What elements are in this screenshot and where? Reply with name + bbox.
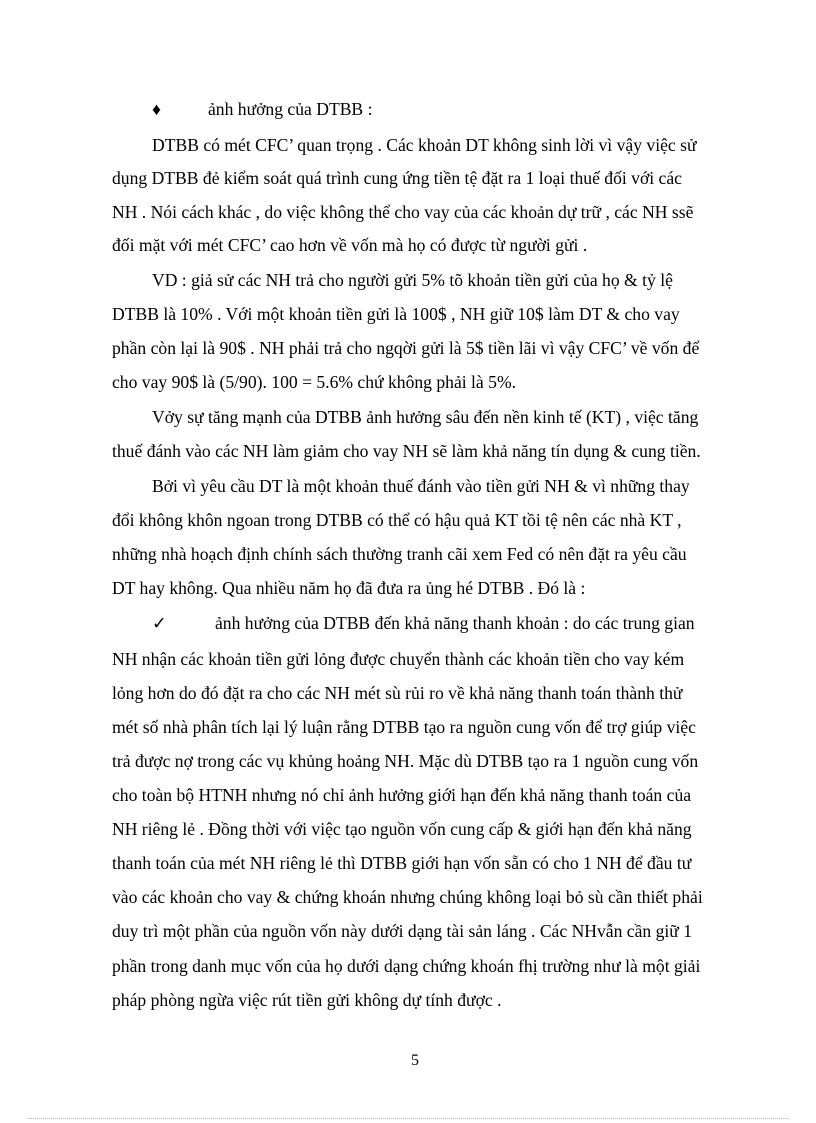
text-line: NH riêng lẻ . Đồng thời với việc tạo nguồn vốn cung cấp & giới hạn đến khả năng (112, 819, 692, 839)
text-line: VD : giả sử các NH trả cho người gửi 5% tõ khoản tiền gửi của họ & tỷ lệ (152, 270, 673, 290)
text-line: phần còn lại là 90$ . NH phải trả cho ngqời gửi là 5$ tiền lãi vì vậy CFC’ về vốn để (112, 338, 700, 358)
text-line: vào các khoản cho vay & chứng khoán nhưng chúng không loại bỏ sù cần thiết phải (112, 887, 703, 907)
text-line: đối mặt với mét CFC’ cao hơn về vốn mà họ có được từ người gửi . (112, 235, 588, 255)
text-line: thanh toán của mét NH riêng lẻ thì DTBB giới hạn vốn sẵn có cho 1 NH để đầu tư (112, 853, 692, 873)
text-line: Bởi vì yêu cầu DT là một khoản thuế đánh vào tiền gửi NH & vì những thay (152, 476, 690, 496)
checkmark-icon: ✓ (152, 613, 167, 633)
text-line: pháp phòng ngừa việc rút tiền gửi không dự tính được . (112, 990, 502, 1010)
page-number: 5 (411, 1052, 419, 1069)
text-line: dụng DTBB đẻ kiểm soát quá trình cung ứng tiền tệ đặt ra 1 loại thuế đối với các (112, 168, 682, 188)
text-line: ảnh hưởng của DTBB đến khả năng thanh khoản : do các trung gian (215, 613, 695, 633)
text-line: DTBB có mét CFC’ quan trọng . Các khoản DT không sinh lời vì vậy việc sử (152, 135, 697, 155)
text-line: DTBB là 10% . Với một khoản tiền gửi là 100$ , NH giữ 10$ làm DT & cho vay (112, 304, 680, 324)
text-line: cho toàn bộ HTNH nhưng nó chỉ ảnh hưởng giới hạn đến khả năng thanh toán của (112, 785, 692, 805)
text-line: NH nhận các khoản tiền gửi lỏng được chuyển thành các khoản tiền cho vay kém (112, 649, 685, 669)
text-line: duy trì một phần của nguồn vốn này dưới dạng tài sản láng . Các NHvẫn cần giữ 1 (112, 921, 693, 941)
text-line: trả được nợ trong các vụ khủng hoảng NH. Mặc dù DTBB tạo ra 1 nguồn cung vốn (112, 751, 699, 771)
footer-divider (28, 1118, 788, 1119)
diamond-bullet-icon: ♦ (152, 99, 161, 119)
text-line: thuế đánh vào các NH làm giảm cho vay NH sẽ làm khả năng tín dụng & cung tiền. (112, 441, 701, 461)
text-line: những nhà hoạch định chính sách thường tranh cãi xem Fed có nên đặt ra yêu cầu (112, 544, 687, 564)
text-line: DT hay không. Qua nhiều năm họ đã đưa ra ủng hé DTBB . Đó là : (112, 578, 586, 598)
text-line: cho vay 90$ là (5/90). 100 = 5.6% chứ không phải là 5%. (112, 372, 516, 392)
text-line: mét số nhà phân tích lại lý luận rằng DTBB tạo ra nguồn cung vốn để trợ giúp việc (112, 717, 696, 737)
heading-text: ảnh hưởng của DTBB : (208, 99, 373, 119)
text-line: NH . Nói cách khác , do việc không thể cho vay của các khoản dự trữ , các NH ssẽ (112, 202, 694, 222)
text-line: phần trong danh mục vốn của họ dưới dạng chứng khoán fhị trường như là một giải (112, 956, 701, 976)
text-line: đổi không khôn ngoan trong DTBB có thể có hậu quả KT tồi tệ nên các nhà KT , (112, 510, 682, 530)
text-line: Vởy sự tăng mạnh của DTBB ảnh hưởng sâu đến nền kinh tế (KT) , việc tăng (152, 407, 699, 427)
text-line: lỏng hơn do đó đặt ra cho các NH mét sù rủi ro về khả năng thanh toán thành thử (112, 683, 683, 703)
